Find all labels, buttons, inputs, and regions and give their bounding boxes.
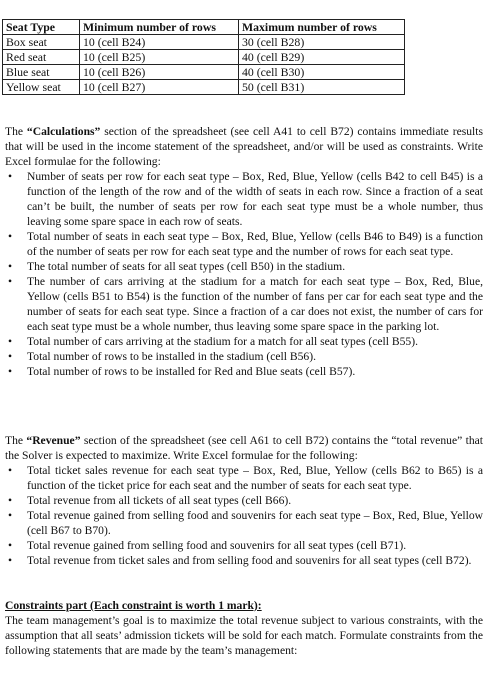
list-item: • Total number of rows to be installed in the stadium (cell B56). xyxy=(5,349,483,364)
constraints-section xyxy=(5,598,483,658)
table-cell: 40 (cell B29) xyxy=(239,50,405,65)
table-cell: 10 (cell B25) xyxy=(80,50,239,65)
calculations-list xyxy=(5,169,483,379)
table-cell: Blue seat xyxy=(3,65,80,80)
revenue-list xyxy=(5,463,483,568)
constraints-body: The team management’s goal is to maximize the total revenue subject to various constraints, with the assumption that all seats’ admission tickets will be sold for each match. Formulate constraints from the following statements that are made by the team’s management: xyxy=(5,614,483,657)
section-name: “Calculations” xyxy=(26,125,101,138)
list-item: • Total number of cars arriving at the stadium for a match for all seat types (cell B55). xyxy=(5,334,483,349)
table-row xyxy=(3,80,405,95)
intro-text: section of the spreadsheet (see cell A61 to cell B72) contains the “total revenue” that the Solver is expected to maximize. Write Excel formulae for the following: xyxy=(5,434,483,462)
table-cell: 30 (cell B28) xyxy=(239,35,405,50)
list-item: • Number of seats per row for each seat type – Box, Red, Blue, Yellow (cells B42 to cell B45) is a function of the length of the row and of the width of seats in each row. Since a fraction of a seat can’t be built, the number of seats per row for each seat type must be a whole number, thus leaving some spare space in each row of seats. xyxy=(5,169,483,229)
list-item: • The number of cars arriving at the stadium for a match for each seat type – Box, Red, Blue, Yellow (cells B51 to B54) is the function of the number of fans per car for each seat type and the number of seats for each seat type. Since a fraction of a car does not exist, the number of cars for each seat type must be a whole number, thus leaving some spare space in the parking lot. xyxy=(5,274,483,334)
table-cell: 10 (cell B27) xyxy=(80,80,239,95)
table-header-row xyxy=(3,20,405,35)
table-cell: Red seat xyxy=(3,50,80,65)
table-header-cell: Maximum number of rows xyxy=(239,20,405,35)
table-row xyxy=(3,65,405,80)
table-header-cell: Minimum number of rows xyxy=(80,20,239,35)
list-item: • Total number of rows to be installed for Red and Blue seats (cell B57). xyxy=(5,364,483,379)
list-item: • Total number of seats in each seat type – Box, Red, Blue, Yellow (cells B46 to B49) is a function of the number of seats per row for each seat type and the number of rows for each seat type. xyxy=(5,229,483,259)
section-name: “Revenue” xyxy=(26,434,81,447)
revenue-intro xyxy=(5,433,483,463)
list-item: • Total revenue gained from selling food and souvenirs for each seat type – Box, Red, Blue, Yellow (cell B67 to B70). xyxy=(5,508,483,538)
list-item: • Total revenue from ticket sales and from selling food and souvenirs for all seat types (cell B72). xyxy=(5,553,483,568)
list-item: • Total revenue gained from selling food and souvenirs for all seat types (cell B71). xyxy=(5,538,483,553)
table-cell: 10 (cell B26) xyxy=(80,65,239,80)
table-cell: 50 (cell B31) xyxy=(239,80,405,95)
list-item: • Total ticket sales revenue for each seat type – Box, Red, Blue, Yellow (cells B62 to B65) is a function of the ticket price for each seat and the number of seats for each seat type. xyxy=(5,463,483,493)
table-cell: Box seat xyxy=(3,35,80,50)
table-cell: 10 (cell B24) xyxy=(80,35,239,50)
table-cell: Yellow seat xyxy=(3,80,80,95)
revenue-section xyxy=(5,433,483,568)
calculations-intro xyxy=(5,124,483,169)
constraints-heading: Constraints part (Each constraint is worth 1 mark): xyxy=(5,599,262,612)
table-header-cell: Seat Type xyxy=(3,20,80,35)
table-cell: 40 (cell B30) xyxy=(239,65,405,80)
seat-rows-table xyxy=(2,19,405,95)
list-item: • Total revenue from all tickets of all seat types (cell B66). xyxy=(5,493,483,508)
intro-text: section of the spreadsheet (see cell A41 to cell B72) contains immediate results that will be used in the income statement of the spreadsheet, and/or will be used as constraints. Write Excel formulae for the following: xyxy=(5,125,483,168)
list-item: • The total number of seats for all seat types (cell B50) in the stadium. xyxy=(5,259,483,274)
intro-text: The xyxy=(5,125,27,138)
intro-text: The xyxy=(5,434,27,447)
table-row xyxy=(3,35,405,50)
calculations-section xyxy=(5,124,483,379)
table-row xyxy=(3,50,405,65)
